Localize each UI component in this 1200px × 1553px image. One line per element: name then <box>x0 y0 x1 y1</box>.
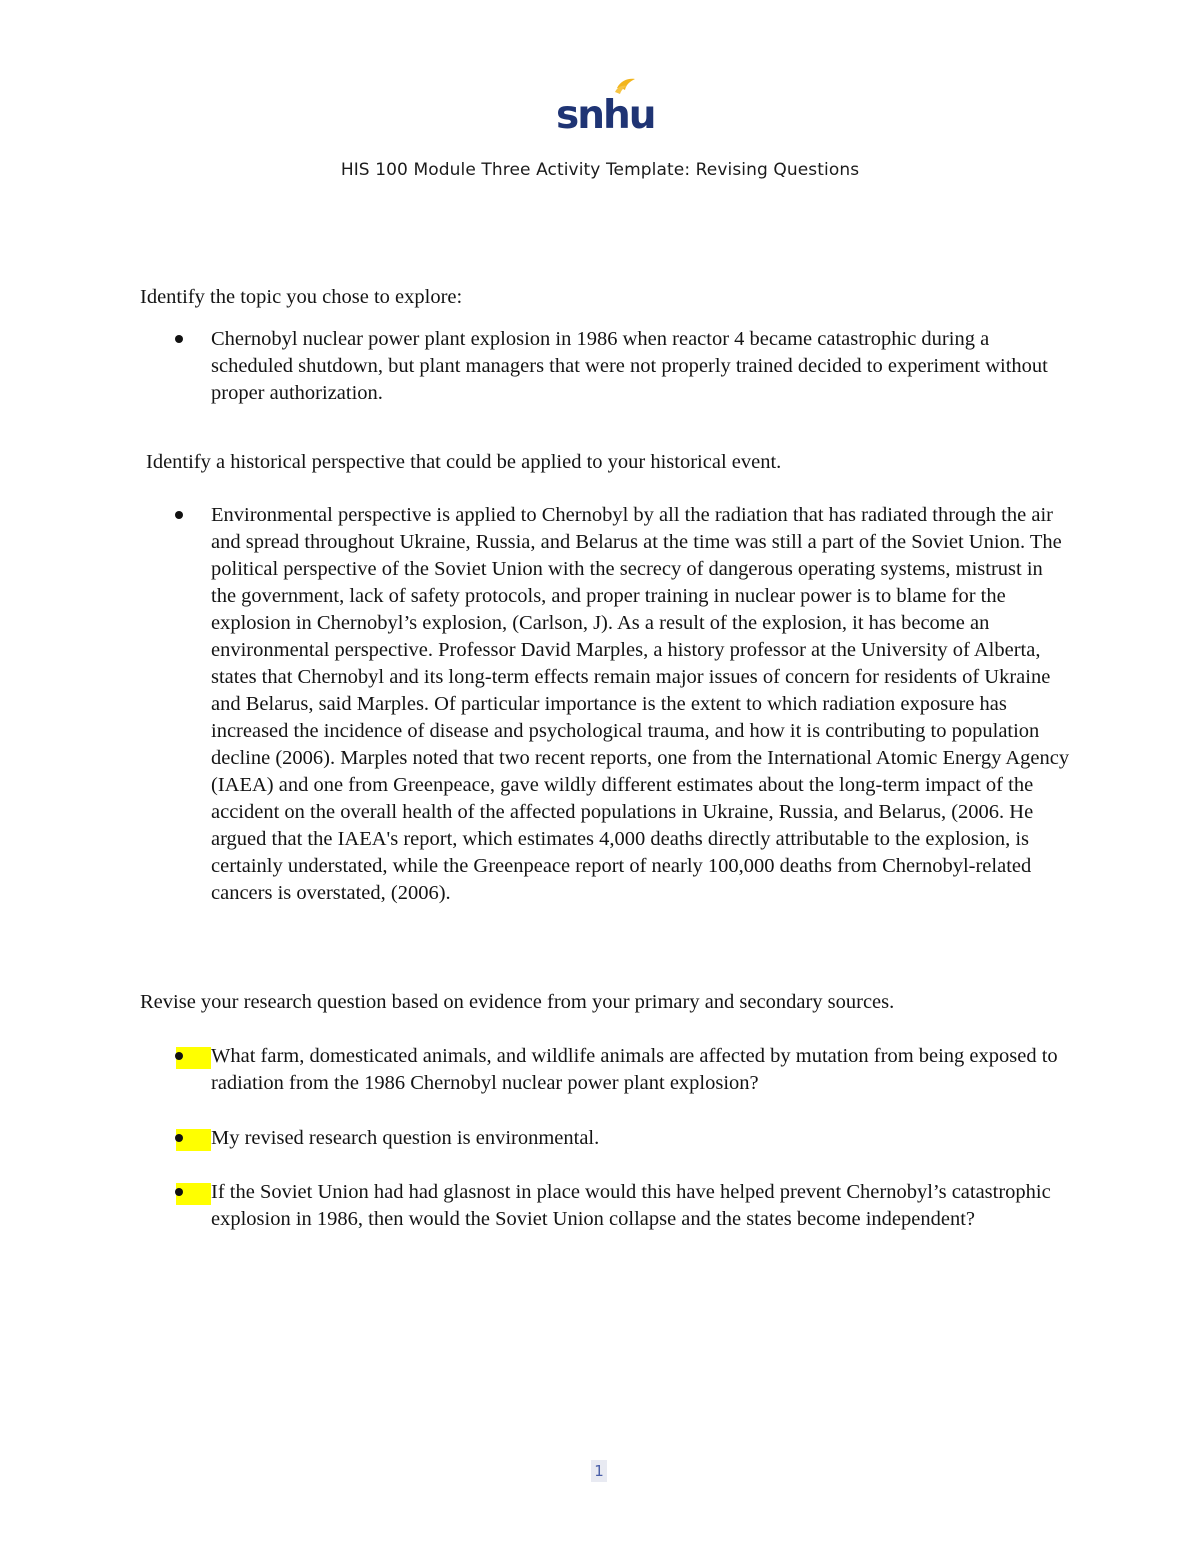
snhu-logo <box>555 76 655 138</box>
bullet-text: My revised research question is environmental. <box>211 1127 600 1149</box>
topic-prompt: Identify the topic you chose to explore: <box>140 286 463 308</box>
bullet-text: What farm, domesticated animals, and wildlife animals are affected by mutation from being exposed to radiation from the 1986 Chernobyl nuclear power plant explosion? <box>211 1045 1058 1094</box>
bullet-text: If the Soviet Union had had glasnost in place would this have helped prevent Chernobyl’s catastrophic explosion in 1986, then would the Soviet Union collapse and the states become independent? <box>211 1181 1051 1230</box>
flame-icon <box>615 79 635 94</box>
bullet-icon <box>172 1043 186 1070</box>
revised-questions-list <box>0 1179 1071 1233</box>
list-item <box>0 1043 1071 1097</box>
list-item <box>0 326 1071 407</box>
list-item <box>0 1179 1071 1233</box>
perspective-bullet-list <box>0 502 1071 907</box>
bullet-icon <box>172 326 186 353</box>
bullet-icon <box>172 502 186 529</box>
bullet-text: Chernobyl nuclear power plant explosion in 1986 when reactor 4 became catastrophic during a scheduled shutdown, but plant managers that were not properly trained decided to experiment without proper authorization. <box>211 328 1048 404</box>
page-title: HIS 100 Module Three Activity Template: Revising Questions <box>340 160 860 180</box>
list-item <box>0 1125 1071 1152</box>
revised-questions-list <box>0 1043 1071 1097</box>
list-item <box>0 502 1071 907</box>
page-number: 1 <box>591 1460 607 1482</box>
perspective-prompt: Identify a historical perspective that could be applied to your historical event. <box>146 451 782 473</box>
topic-bullet-list <box>0 326 1071 407</box>
bullet-icon <box>172 1179 186 1206</box>
logo-wordmark: snhu <box>556 93 655 138</box>
revised-questions-list <box>0 1125 1071 1152</box>
bullet-icon <box>172 1125 186 1152</box>
revise-prompt: Revise your research question based on evidence from your primary and secondary sources. <box>140 991 895 1013</box>
bullet-text: Environmental perspective is applied to Chernobyl by all the radiation that has radiated through the air and spread throughout Ukraine, Russia, and Belarus at the time was still a part of the Soviet Union. The political perspective of the Soviet Union with the secrecy of dangerous operating systems, mistrust in the government, lack of safety protocols, and proper training in nuclear power is to blame for the explosion in Chernobyl’s explosion, (Carlson, J). As a result of the explosion, it has become an environmental perspective. Professor David Marples, a history professor at the University of Alberta, states that Chernobyl and its long-term effects remain major issues of concern for residents of Ukraine and Belarus, said Marples. Of particular importance is the extent to which radiation exposure has increased the incidence of disease and psychological trauma, and how it is contributing to population decline (2006). Marples noted that two recent reports, one from the International Atomic Energy Agency (IAEA) and one from Greenpeace, gave wildly different estimates about the long-term impact of the accident on the overall health of the affected populations in Ukraine, Russia, and Belarus, (2006. He argued that the IAEA's report, which estimates 4,000 deaths directly attributable to the explosion, is certainly understated, while the Greenpeace report of nearly 100,000 deaths from Chernobyl-related cancers is overstated, (2006). <box>211 504 1070 904</box>
